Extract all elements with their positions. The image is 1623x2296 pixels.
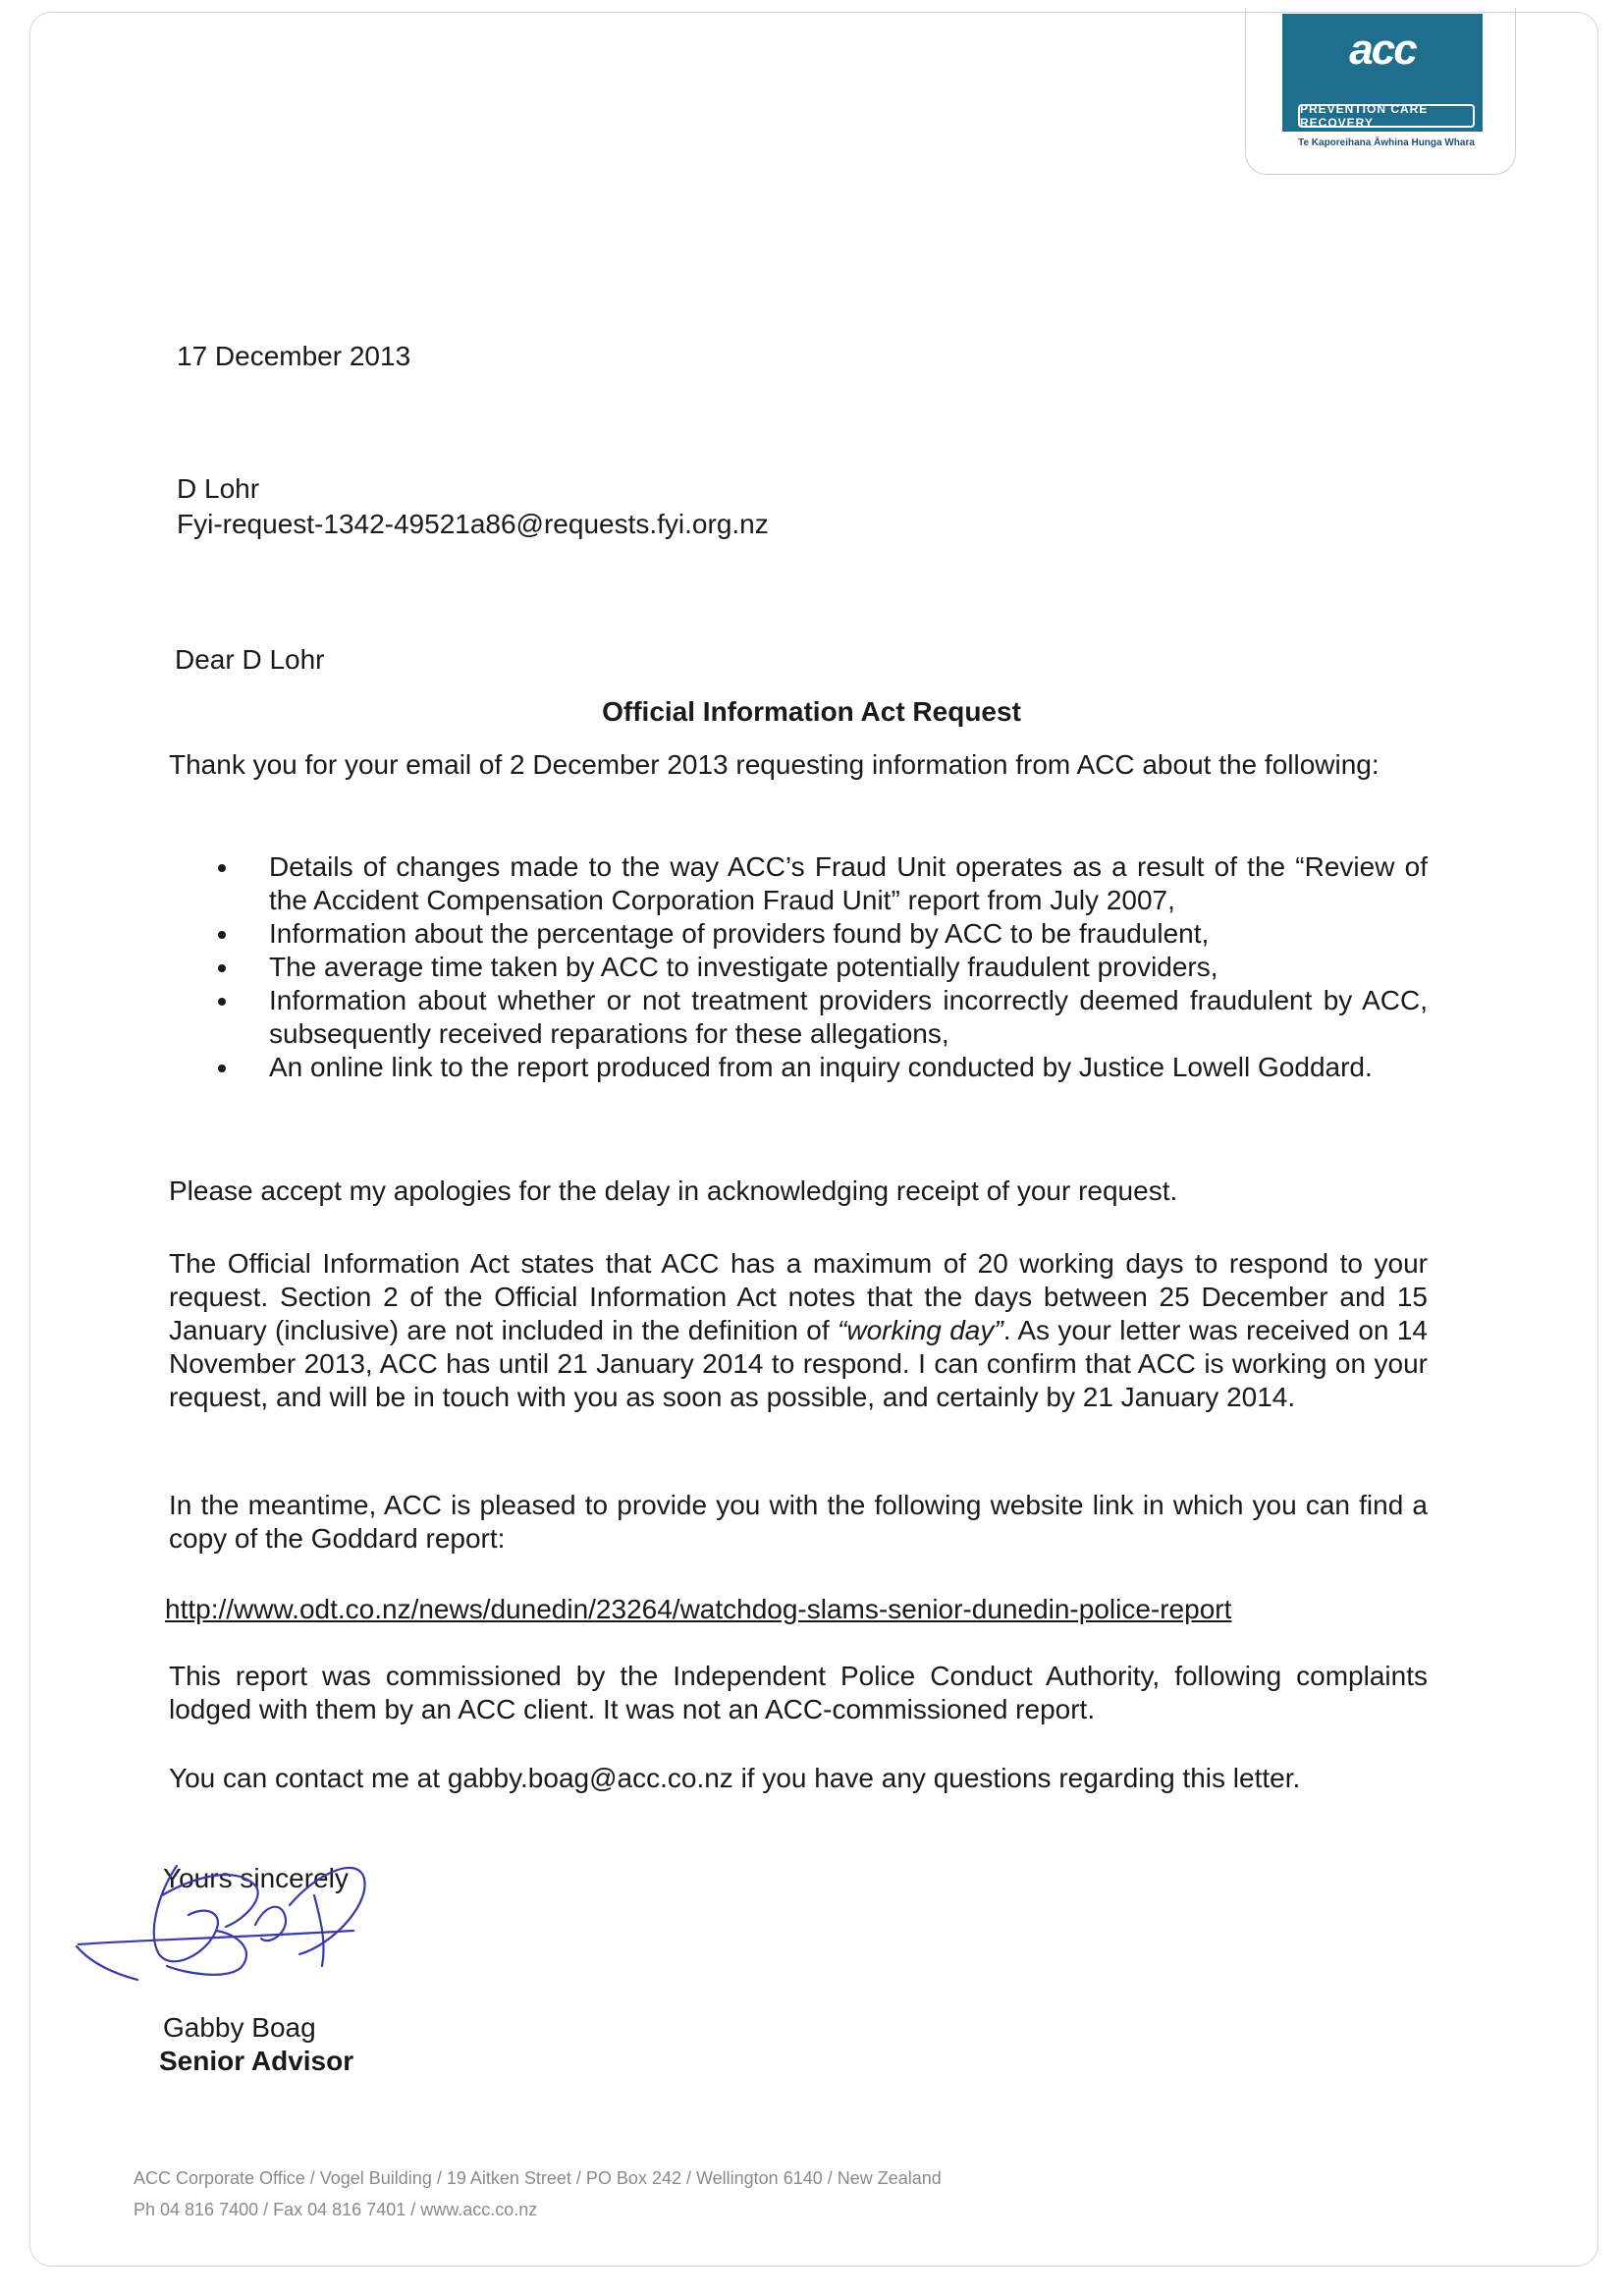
goddard-report-link[interactable]: http://www.odt.co.nz/news/dunedin/23264/watchdog-slams-senior-dunedin-police-report xyxy=(165,1594,1232,1624)
commissioned-paragraph: This report was commissioned by the Independent Police Conduct Authority, following complaints lodged with them by an ACC client. It was not an ACC-commissioned report. xyxy=(169,1661,1428,1724)
list-item: Information about whether or not treatment providers incorrectly deemed fraudulent by ACC, subsequently received reparations for these allegations, xyxy=(169,984,1428,1051)
signature-image xyxy=(69,1836,403,2003)
contact-paragraph: You can contact me at gabby.boag@acc.co.nz if you have any questions regarding this letter. xyxy=(169,1763,1301,1793)
letter-date: 17 December 2013 xyxy=(177,341,411,371)
apology-paragraph: Please accept my apologies for the delay in acknowledging receipt of your request. xyxy=(169,1175,1178,1206)
signer-name: Gabby Boag xyxy=(163,2012,316,2043)
acc-logo xyxy=(1255,12,1510,148)
logo-box xyxy=(1282,14,1483,132)
closing: Yours sincerely xyxy=(163,1863,349,1893)
list-item: Information about the percentage of providers found by ACC to be fraudulent, xyxy=(169,917,1428,951)
subject-heading: Official Information Act Request xyxy=(602,696,1021,727)
logo-tagline: Te Kaporeihana Āwhina Hunga Whara xyxy=(1298,137,1475,148)
request-items xyxy=(169,850,1428,1084)
footer-contact: Ph 04 816 7400 / Fax 04 816 7401 / www.acc.co.nz xyxy=(134,2200,538,2219)
logo-mark: acc xyxy=(1349,26,1416,74)
meantime-paragraph: In the meantime, ACC is pleased to provide you with the following website link in which you can find a copy of the Goddard report: xyxy=(169,1490,1428,1554)
list-item: An online link to the report produced from an inquiry conducted by Justice Lowell Goddard. xyxy=(169,1051,1428,1084)
recipient-name: D Lohr xyxy=(177,473,260,504)
oia-paragraph xyxy=(169,1247,1428,1414)
oia-text-part-2: . As your letter was received on 14 November 2013, ACC has until 21 January 2014 to respond. I can confirm that ACC is working on your request, and will be in touch with you as soon as possible, and certainly by 21 January 2014. xyxy=(169,1315,1428,1412)
list-item: Details of changes made to the way ACC’s Fraud Unit operates as a result of the “Review of the Accident Compensation Corporation Fraud Unit” report from July 2007, xyxy=(169,850,1428,917)
logo-banner: PREVENTION CARE RECOVERY xyxy=(1298,104,1475,128)
intro-paragraph: Thank you for your email of 2 December 2013 requesting information from ACC about the following: xyxy=(169,749,1380,780)
working-day-term: “working day” xyxy=(838,1315,1003,1345)
signer-title: Senior Advisor xyxy=(159,2046,354,2076)
footer-address: ACC Corporate Office / Vogel Building / 19 Aitken Street / PO Box 242 / Wellington 6140 / New Zealand xyxy=(134,2168,942,2188)
salutation: Dear D Lohr xyxy=(175,644,325,675)
recipient-email: Fyi-request-1342-49521a86@requests.fyi.org.nz xyxy=(177,509,769,539)
list-item: The average time taken by ACC to investigate potentially fraudulent providers, xyxy=(169,951,1428,984)
oia-text-part-1: The Official Information Act states that ACC has a maximum of 20 working days to respond to your request. Section 2 of the Official Information Act notes that the days between 25 December and 15 January (inclusive) are not included in the definition of xyxy=(169,1248,1428,1345)
